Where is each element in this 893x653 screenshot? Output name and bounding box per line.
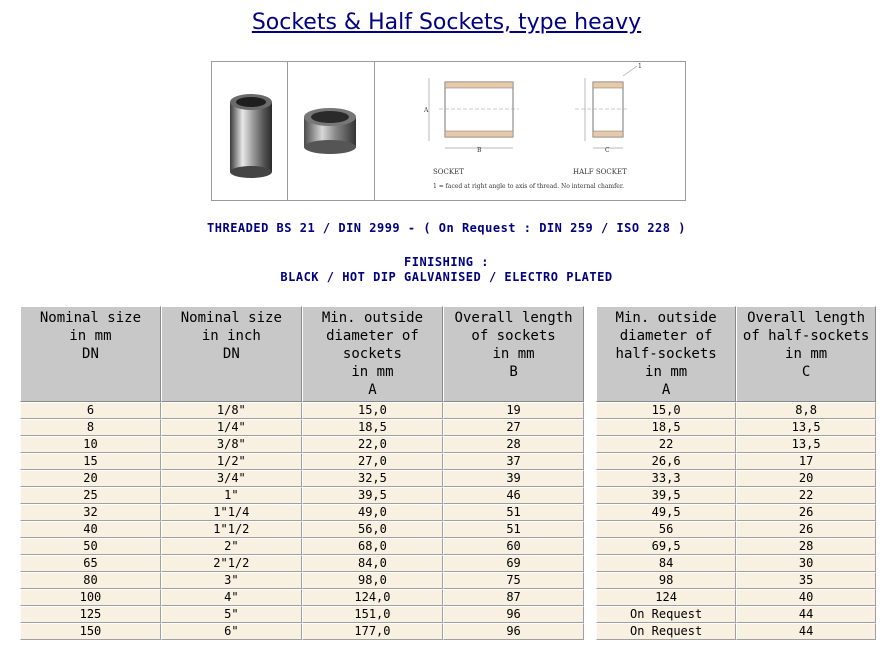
column-header-line: diameter of	[326, 328, 419, 344]
table-cell: 2"1/2	[161, 555, 302, 572]
column-header-line: in mm	[645, 364, 688, 380]
half-socket-label: HALF SOCKET	[573, 168, 627, 176]
table-cell: 1"1/2	[161, 521, 302, 538]
table-cell: 125	[20, 606, 161, 623]
table-row	[596, 589, 876, 606]
table-cell: 19	[443, 402, 584, 419]
table-row	[20, 402, 584, 419]
table-cell: On Request	[596, 623, 736, 640]
table-cell: 27	[443, 419, 584, 436]
table-cell: 1"1/4	[161, 504, 302, 521]
table-cell: 44	[736, 623, 876, 640]
table-cell: 8,8	[736, 402, 876, 419]
column-header-line: C	[801, 364, 811, 380]
column-header	[443, 306, 584, 402]
column-header-line: sockets	[342, 346, 402, 362]
table-row	[596, 419, 876, 436]
table-cell: 96	[443, 623, 584, 640]
table-cell: 22,0	[302, 436, 443, 453]
table-cell: 151,0	[302, 606, 443, 623]
table-row	[20, 453, 584, 470]
column-header-line: of half-sockets	[742, 328, 870, 344]
table-cell: 40	[736, 589, 876, 606]
table-cell: 37	[443, 453, 584, 470]
table-cell: 17	[736, 453, 876, 470]
column-header-line: Min. outside	[321, 310, 424, 326]
page-title: Sockets & Half Sockets, type heavy	[251, 10, 642, 35]
socket-photo	[212, 62, 288, 200]
table-cell: 68,0	[302, 538, 443, 555]
socket-label: SOCKET	[433, 168, 464, 176]
table-cell: 84	[596, 555, 736, 572]
table-cell: 1/2"	[161, 453, 302, 470]
table-row	[20, 436, 584, 453]
table-cell: 5"	[161, 606, 302, 623]
table-cell: 100	[20, 589, 161, 606]
table-cell: 50	[20, 538, 161, 555]
table-row	[20, 572, 584, 589]
table-row	[596, 504, 876, 521]
table-cell: 32	[20, 504, 161, 521]
table-cell: 150	[20, 623, 161, 640]
standard-line: THREADED BS 21 / DIN 2999 - ( On Request : DIN 259 / ISO 228 )	[207, 221, 686, 235]
table-cell: 32,5	[302, 470, 443, 487]
table-cell: 51	[443, 504, 584, 521]
table-cell: 15,0	[302, 402, 443, 419]
column-header-line: DN	[222, 346, 240, 362]
table-cell: 8	[20, 419, 161, 436]
table-row	[596, 623, 876, 640]
table-cell: 3/4"	[161, 470, 302, 487]
table-cell: 18,5	[302, 419, 443, 436]
table-cell: 6	[20, 402, 161, 419]
table-cell: 22	[596, 436, 736, 453]
table-cell: 1/4"	[161, 419, 302, 436]
table-row	[20, 589, 584, 606]
table-cell: 40	[20, 521, 161, 538]
table-cell: 69,5	[596, 538, 736, 555]
table-cell: 80	[20, 572, 161, 589]
table-row	[596, 453, 876, 470]
callout-label: 1	[638, 63, 642, 70]
table-row	[20, 521, 584, 538]
table-cell: 69	[443, 555, 584, 572]
table-row	[596, 402, 876, 419]
table-row	[596, 606, 876, 623]
table-cell: 28	[736, 538, 876, 555]
table-row	[20, 555, 584, 572]
table-cell: 96	[443, 606, 584, 623]
column-header	[736, 306, 876, 402]
table-row	[596, 572, 876, 589]
table-row	[20, 606, 584, 623]
table-cell: 84,0	[302, 555, 443, 572]
column-header-line: in mm	[785, 346, 828, 362]
table-cell: 177,0	[302, 623, 443, 640]
table-cell: 51	[443, 521, 584, 538]
table-cell: 60	[443, 538, 584, 555]
table-cell: 3/8"	[161, 436, 302, 453]
half-sockets-table	[596, 306, 876, 640]
dim-b-label: B	[477, 147, 482, 154]
dim-c-label: C	[605, 147, 610, 154]
column-header-line: Min. outside	[615, 310, 717, 326]
column-header-line: in mm	[69, 328, 112, 344]
table-cell: 1/8"	[161, 402, 302, 419]
table-cell: 3"	[161, 572, 302, 589]
table-cell: 98	[596, 572, 736, 589]
column-header-line: in inch	[201, 328, 261, 344]
table-cell: 33,3	[596, 470, 736, 487]
table-cell: 46	[443, 487, 584, 504]
column-header-line: B	[509, 364, 518, 380]
table-cell: 49,0	[302, 504, 443, 521]
table-row	[20, 623, 584, 640]
table-cell: 13,5	[736, 419, 876, 436]
column-header-line: diameter of	[619, 328, 713, 344]
table-row	[20, 470, 584, 487]
table-cell: 49,5	[596, 504, 736, 521]
column-header-line: in mm	[492, 346, 535, 362]
table-cell: 39,5	[302, 487, 443, 504]
table-row	[596, 470, 876, 487]
table-cell: 10	[20, 436, 161, 453]
column-header-line: of sockets	[471, 328, 556, 344]
table-row	[596, 521, 876, 538]
diagram-note: 1 = faced at right angle to axis of thread. No internal chamfer.	[433, 183, 624, 190]
table-cell: 75	[443, 572, 584, 589]
column-header	[302, 306, 443, 402]
table-row	[20, 538, 584, 555]
finishing-label: FINISHING :	[404, 255, 489, 269]
column-header-line: in mm	[351, 364, 394, 380]
table-cell: 28	[443, 436, 584, 453]
column-header-line: DN	[82, 346, 99, 362]
column-header-line: Overall length	[454, 310, 573, 326]
table-cell: 25	[20, 487, 161, 504]
table-cell: 124	[596, 589, 736, 606]
table-cell: 35	[736, 572, 876, 589]
table-cell: 30	[736, 555, 876, 572]
table-cell: 26	[736, 521, 876, 538]
table-cell: 98,0	[302, 572, 443, 589]
column-header	[161, 306, 302, 402]
table-cell: 56,0	[302, 521, 443, 538]
column-header-line: Nominal size	[39, 310, 142, 326]
column-header-line: Nominal size	[180, 310, 282, 326]
table-row	[20, 419, 584, 436]
column-header-line: Overall length	[747, 310, 866, 326]
table-cell: 56	[596, 521, 736, 538]
table-cell: 26,6	[596, 453, 736, 470]
table-cell: 20	[20, 470, 161, 487]
column-header-line: A	[368, 382, 377, 398]
column-header	[596, 306, 736, 402]
table-row	[596, 487, 876, 504]
sockets-table	[20, 306, 584, 640]
column-header-line: half-sockets	[615, 346, 717, 362]
table-row	[596, 555, 876, 572]
table-cell: 18,5	[596, 419, 736, 436]
table-cell: 39	[443, 470, 584, 487]
table-cell: 20	[736, 470, 876, 487]
table-cell: 26	[736, 504, 876, 521]
table-cell: 15,0	[596, 402, 736, 419]
table-cell: 39,5	[596, 487, 736, 504]
table-row	[20, 487, 584, 504]
table-cell: 124,0	[302, 589, 443, 606]
table-cell: 15	[20, 453, 161, 470]
dimension-drawing	[375, 62, 685, 200]
table-cell: 22	[736, 487, 876, 504]
column-header	[20, 306, 161, 402]
table-cell: 44	[736, 606, 876, 623]
dim-a-label: A	[424, 107, 429, 114]
table-cell: 87	[443, 589, 584, 606]
product-images	[211, 61, 686, 201]
table-row	[596, 436, 876, 453]
table-cell: 1"	[161, 487, 302, 504]
table-cell: 27,0	[302, 453, 443, 470]
column-header-line: A	[661, 382, 671, 398]
table-cell: On Request	[596, 606, 736, 623]
table-cell: 4"	[161, 589, 302, 606]
table-cell: 6"	[161, 623, 302, 640]
table-cell: 13,5	[736, 436, 876, 453]
table-row	[596, 538, 876, 555]
table-row	[20, 504, 584, 521]
half-socket-photo	[288, 62, 375, 200]
table-cell: 65	[20, 555, 161, 572]
table-cell: 2"	[161, 538, 302, 555]
finishing-values: BLACK / HOT DIP GALVANISED / ELECTRO PLATED	[280, 270, 613, 284]
